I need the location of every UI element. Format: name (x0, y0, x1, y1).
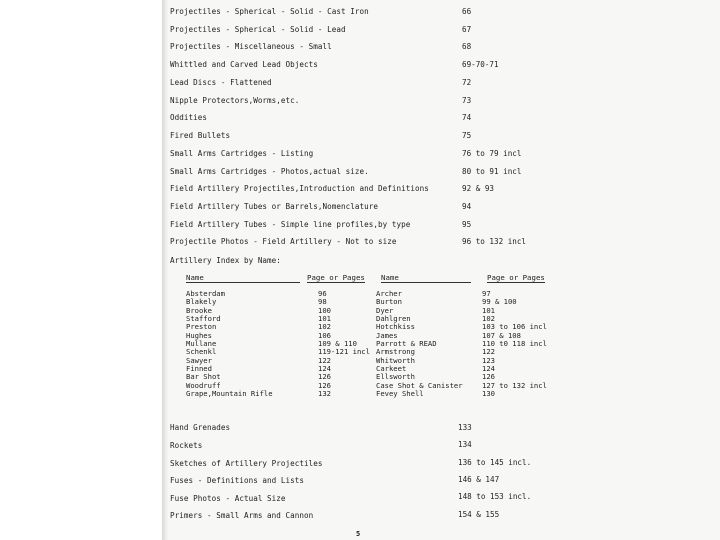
index-name: Hotchkiss (376, 322, 415, 332)
index-page: 124 (482, 364, 495, 374)
index-name: Armstrong (376, 347, 415, 357)
index-name: Bar Shot (186, 372, 221, 382)
index-name: Blakely (186, 297, 217, 307)
index-page: 109 & 110 (318, 339, 357, 349)
toc-entry-page: 154 & 155 (458, 510, 500, 519)
index-right-names (376, 290, 463, 398)
index-page: 127 to 132 incl (482, 380, 547, 390)
index-name: James (376, 330, 398, 340)
index-page: 101 (318, 314, 331, 324)
index-page: 98 (318, 297, 327, 307)
toc-entry-title: Whittled and Carved Lead Objects (170, 60, 318, 69)
index-name: Archer (376, 289, 402, 298)
page-edge-shadow (162, 0, 168, 540)
index-name: Fevey Shell (376, 389, 424, 399)
toc-entry-page: 69-70-71 (462, 60, 499, 69)
index-col-page-header-right: Page or Pages (487, 273, 545, 282)
toc-entry-title: Hand Grenades (170, 423, 231, 432)
index-name: Brooke (186, 305, 212, 315)
index-page: 103 to 106 incl (482, 322, 547, 332)
index-page: 96 (318, 289, 327, 298)
index-page: 102 (318, 322, 331, 332)
index-name: Case Shot & Canister (376, 380, 463, 390)
index-page: 132 (318, 389, 331, 399)
index-page: 110 t0 118 incl (482, 339, 547, 349)
index-name: Burton (376, 297, 402, 307)
index-page: 122 (482, 347, 495, 357)
index-col-page-header-left: Page or Pages (307, 273, 365, 282)
toc-entry-page: 66 (462, 7, 472, 16)
toc-entry-page: 94 (462, 202, 472, 211)
index-name: Preston (186, 322, 217, 332)
index-page: 122 (318, 355, 331, 365)
toc-entry-page: 92 & 93 (462, 184, 495, 193)
index-left-names (186, 290, 273, 398)
index-name: Absterdam (186, 289, 225, 298)
index-name: Woodruff (186, 380, 221, 390)
index-page: 106 (318, 330, 331, 340)
toc-entry-title: Field Artillery Tubes - Simple line profiles,by type (170, 220, 411, 229)
toc-entry-title: Small Arms Cartridges - Listing (170, 149, 314, 158)
toc-entry-page: 80 to 91 incl (462, 167, 522, 176)
index-name: Schenkl (186, 347, 217, 357)
toc-entry-page: 72 (462, 78, 472, 87)
index-name: Grape,Mountain Rifle (186, 389, 273, 399)
index-page: 124 (318, 364, 331, 374)
toc-entry-title: Rockets (170, 441, 203, 450)
toc-entry-title: Lead Discs - Flattened (170, 78, 272, 87)
index-name: Whitworth (376, 355, 415, 365)
toc-entry-title: Fuses - Definitions and Lists (170, 476, 305, 485)
toc-entry-page: 75 (462, 131, 472, 140)
index-col-name-header-left: Name (186, 273, 300, 283)
index-page: 119-121 incl (318, 347, 370, 357)
toc-entry-title: Fuse Photos - Actual Size (170, 494, 286, 503)
page-number: 5 (356, 530, 361, 538)
toc-entry-title: Field Artillery Projectiles,Introduction and Definitions (170, 184, 429, 193)
index-col-name-header-right: Name (381, 273, 471, 283)
toc-entry-page: 74 (462, 113, 472, 122)
toc-entry-title: Projectiles - Spherical - Solid - Lead (170, 25, 346, 34)
toc-entry-title: Oddities (170, 113, 207, 122)
toc-entry-page: 148 to 153 incl. (458, 492, 532, 501)
toc-entry-page: 73 (462, 96, 472, 105)
index-name: Dyer (376, 305, 394, 315)
toc-entry-page: 95 (462, 220, 472, 229)
toc-entry-title: Field Artillery Tubes or Barrels,Nomenclature (170, 202, 378, 211)
index-name: Parrott & READ (376, 339, 437, 349)
toc-entry-title: Small Arms Cartridges - Photos,actual size. (170, 167, 369, 176)
toc-entry-page: 67 (462, 25, 472, 34)
toc-entry-page: 146 & 147 (458, 475, 500, 484)
toc-entry-page: 136 to 145 incl. (458, 458, 532, 467)
toc-entry-title: Projectile Photos - Field Artillery - Not to size (170, 237, 397, 246)
toc-entry-title: Projectiles - Miscellaneous - Small (170, 42, 332, 51)
index-name: Mullane (186, 339, 217, 349)
toc-entry-title: Primers - Small Arms and Cannon (170, 511, 314, 520)
index-page: 126 (318, 372, 331, 382)
toc-entry-page: 68 (462, 42, 472, 51)
index-left-pages (318, 290, 370, 398)
index-name: Carkeet (376, 364, 407, 374)
index-page: 107 & 108 (482, 330, 521, 340)
index-page: 126 (318, 380, 331, 390)
toc-entry-page: 76 to 79 incl (462, 149, 522, 158)
toc-entry-title: Sketches of Artillery Projectiles (170, 459, 323, 468)
index-right-pages (482, 290, 547, 398)
toc-entry-page: 133 (458, 423, 472, 432)
toc-entry-page: 134 (458, 440, 472, 449)
index-name: Dahlgren (376, 314, 411, 324)
index-page: 99 & 100 (482, 297, 517, 307)
toc-entry-title: Nipple Protectors,Worms,etc. (170, 96, 300, 105)
index-name: Ellsworth (376, 372, 415, 382)
artillery-index-heading: Artillery Index by Name: (170, 256, 281, 265)
index-page: 97 (482, 289, 491, 298)
index-name: Stafford (186, 314, 221, 324)
index-name: Hughes (186, 330, 212, 340)
toc-entry-page: 96 to 132 incl (462, 237, 527, 246)
index-page: 101 (482, 305, 495, 315)
index-page: 100 (318, 305, 331, 315)
index-name: Finned (186, 364, 212, 374)
toc-entry-title: Projectiles - Spherical - Solid - Cast Iron (170, 7, 369, 16)
index-name: Sawyer (186, 355, 212, 365)
index-page: 130 (482, 389, 495, 399)
index-page: 123 (482, 355, 495, 365)
index-page: 126 (482, 372, 495, 382)
toc-entry-title: Fired Bullets (170, 131, 231, 140)
index-page: 102 (482, 314, 495, 324)
